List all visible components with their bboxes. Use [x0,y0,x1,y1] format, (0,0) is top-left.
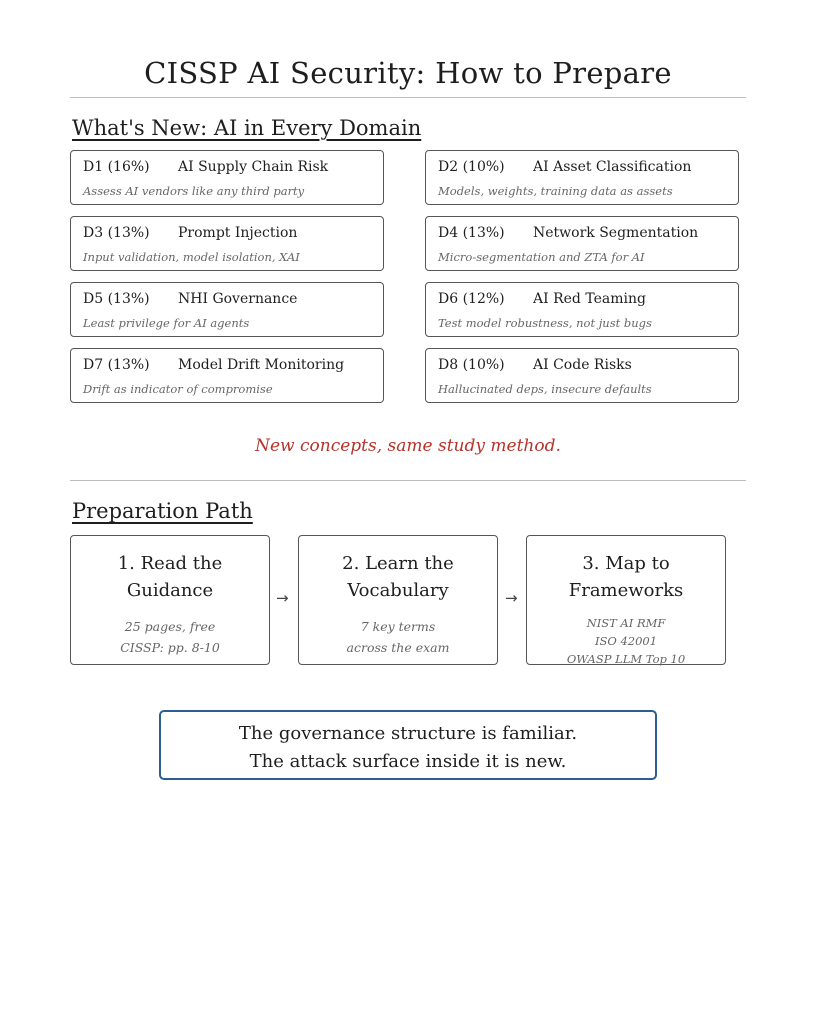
title-divider [70,97,746,98]
step-learn-vocabulary [298,535,498,665]
step-map-frameworks [526,535,726,665]
domain-card-d7 [70,348,384,403]
domain-title: NHI Governance [178,291,298,307]
step-title-line: Frameworks [568,580,684,601]
domain-code: D3 (13%) [83,225,150,241]
step-title-line: 1. Read the [117,553,223,574]
domain-card-d6 [425,282,739,337]
step-detail: CISSP: pp. 8-10 [120,640,220,655]
domain-subtitle: Input validation, model isolation, XAI [83,250,300,264]
domain-subtitle: Micro-segmentation and ZTA for AI [438,250,645,264]
domain-subtitle: Models, weights, training data as assets [438,184,673,198]
step-detail: 7 key terms [360,619,436,634]
domain-card-d5 [70,282,384,337]
step-detail: NIST AI RMF [586,616,666,630]
step-detail: across the exam [346,640,450,655]
domain-title: Prompt Injection [178,225,298,241]
domain-title: AI Asset Classification [533,159,692,175]
domain-title: AI Code Risks [533,357,632,373]
domain-subtitle: Least privilege for AI agents [83,316,250,330]
domain-subtitle: Hallucinated deps, insecure defaults [438,382,652,396]
key-takeaway-callout [159,710,657,780]
callout-line-2: The attack surface inside it is new. [249,751,567,772]
domain-code: D4 (13%) [438,225,505,241]
domain-code: D6 (12%) [438,291,505,307]
domain-subtitle: Drift as indicator of compromise [83,382,273,396]
step-title-line: 3. Map to [582,553,670,574]
domain-subtitle: Assess AI vendors like any third party [83,184,305,198]
domain-code: D8 (10%) [438,357,505,373]
domain-card-d4 [425,216,739,271]
step-title-line: Vocabulary [347,580,449,601]
domain-code: D5 (13%) [83,291,150,307]
step-read-guidance [70,535,270,665]
domain-title: Network Segmentation [533,225,699,241]
domain-code: D1 (16%) [83,159,150,175]
section-divider [70,480,746,481]
domain-card-d2 [425,150,739,205]
domain-title: AI Red Teaming [533,291,646,307]
domain-card-d3 [70,216,384,271]
step-detail: OWASP LLM Top 10 [566,652,686,666]
domain-code: D2 (10%) [438,159,505,175]
arrow-right-icon: → [276,589,289,607]
domain-title: AI Supply Chain Risk [178,159,329,175]
callout-line-1: The governance structure is familiar. [238,723,578,744]
step-detail: ISO 42001 [594,634,658,648]
domain-card-d1 [70,150,384,205]
whats-new-heading: What's New: AI in Every Domain [72,116,422,140]
step-title-line: Guidance [126,580,214,601]
domain-card-d8 [425,348,739,403]
step-title-line: 2. Learn the [342,553,454,574]
domain-title: Model Drift Monitoring [178,357,345,373]
step-detail: 25 pages, free [124,619,216,634]
domain-code: D7 (13%) [83,357,150,373]
page-title: CISSP AI Security: How to Prepare [144,56,672,90]
preparation-heading: Preparation Path [72,499,253,523]
domain-subtitle: Test model robustness, not just bugs [438,316,652,330]
tagline: New concepts, same study method. [255,436,561,456]
arrow-right-icon: → [505,589,518,607]
